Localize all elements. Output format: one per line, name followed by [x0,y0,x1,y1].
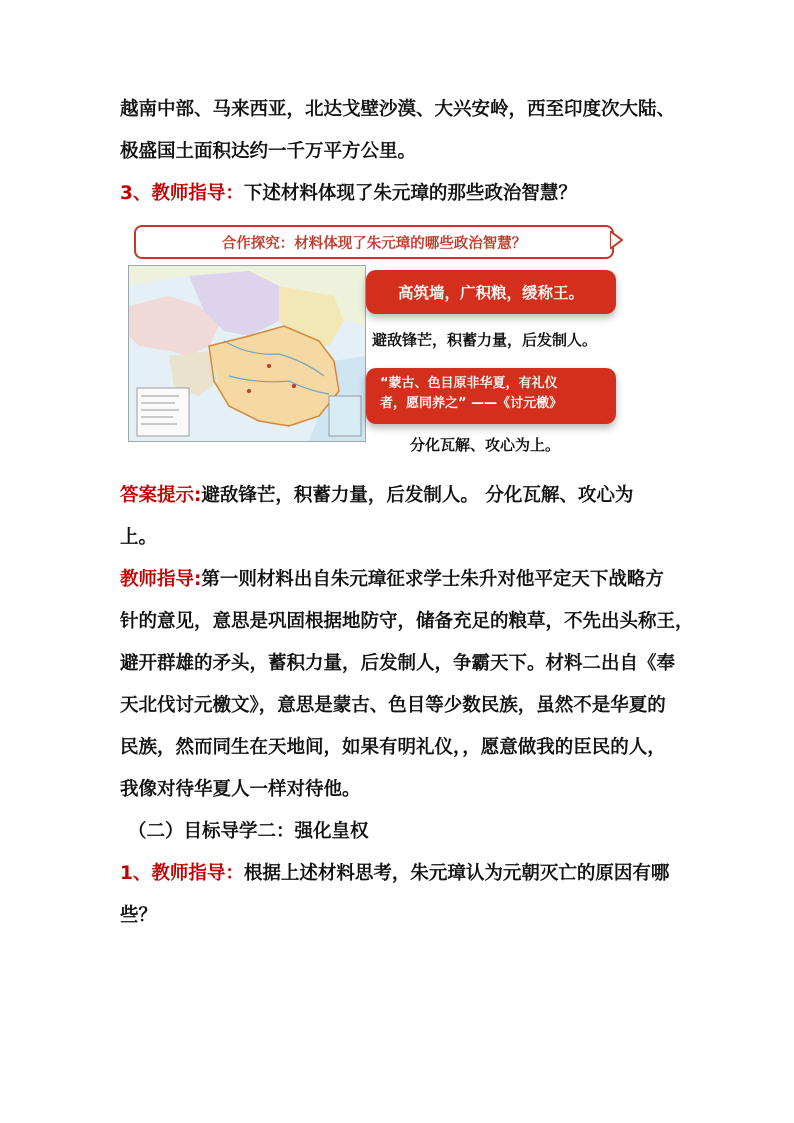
question-3 [120,182,577,206]
question-1-text: 根据上述材料思考，朱元璋认为元朝灭亡的原因有哪 [243,863,670,884]
caption-1: 避敌锋芒，积蓄力量，后发制人。 [372,331,598,349]
quote-pill-2 [366,368,616,424]
caption-2: 分化瓦解、攻心为上。 [410,436,561,454]
question-3-text: 下述材料体现了朱元璋的那些政治智慧？ [243,183,577,204]
quote-pill-2-line2: 者，愿同养之” ——《讨元檄》 [380,396,563,411]
question-1 [120,862,669,886]
map-illustration [129,266,365,441]
quote-pill-2-line1: “蒙古、色目原非华夏，有礼仪 [380,376,558,391]
paragraph-line: 我像对待华夏人一样对待他。 [120,779,361,800]
paragraph-line: 避开群雄的矛头，蓄积力量，后发制人，争霸天下。材料二出自《奉 [120,653,676,674]
question-1-label: 1、教师指导： [120,863,244,884]
paragraph-line: 针的意见，意思是巩固根据地防守，储备充足的粮草，不先出头称王， [120,611,694,632]
guide-paragraph [120,568,664,592]
section-title: （二）目标导学二：强化皇权 [128,821,369,842]
guide-label: 教师指导: [120,569,202,590]
answer-label: 答案提示: [120,485,202,506]
paragraph-line: 民族，然而同生在天地间，如果有明礼仪，，愿意做我的臣民的人， [120,737,666,758]
paragraph-line: 极盛国土面积达约一千万平方公里。 [120,141,417,162]
slide-banner: 合作探究：材料体现了朱元璋的哪些政治智慧？ [134,225,614,259]
answer-text: 避敌锋芒，积蓄力量，后发制人。 分化瓦解、攻心为 [201,485,634,506]
ming-map-image [128,265,366,442]
paragraph-line: 天北伐讨元檄文》，意思是蒙古、色目等少数民族，虽然不是华夏的 [120,695,666,716]
paragraph-line: 越南中部、马来西亚，北达戈壁沙漠、大兴安岭，西至印度次大陆、 [120,99,676,120]
paragraph-line: 些？ [120,905,158,926]
answer-hint [120,484,633,508]
banner-tail-icon [610,231,624,249]
guide-text: 第一则材料出自朱元璋征求学士朱升对他平定天下战略方 [201,569,664,590]
quote-pill-1: 高筑墙，广积粮，缓称王。 [366,270,616,314]
slide-figure [128,219,628,459]
question-3-label: 3、教师指导： [120,183,244,204]
paragraph-line: 上。 [120,527,158,548]
